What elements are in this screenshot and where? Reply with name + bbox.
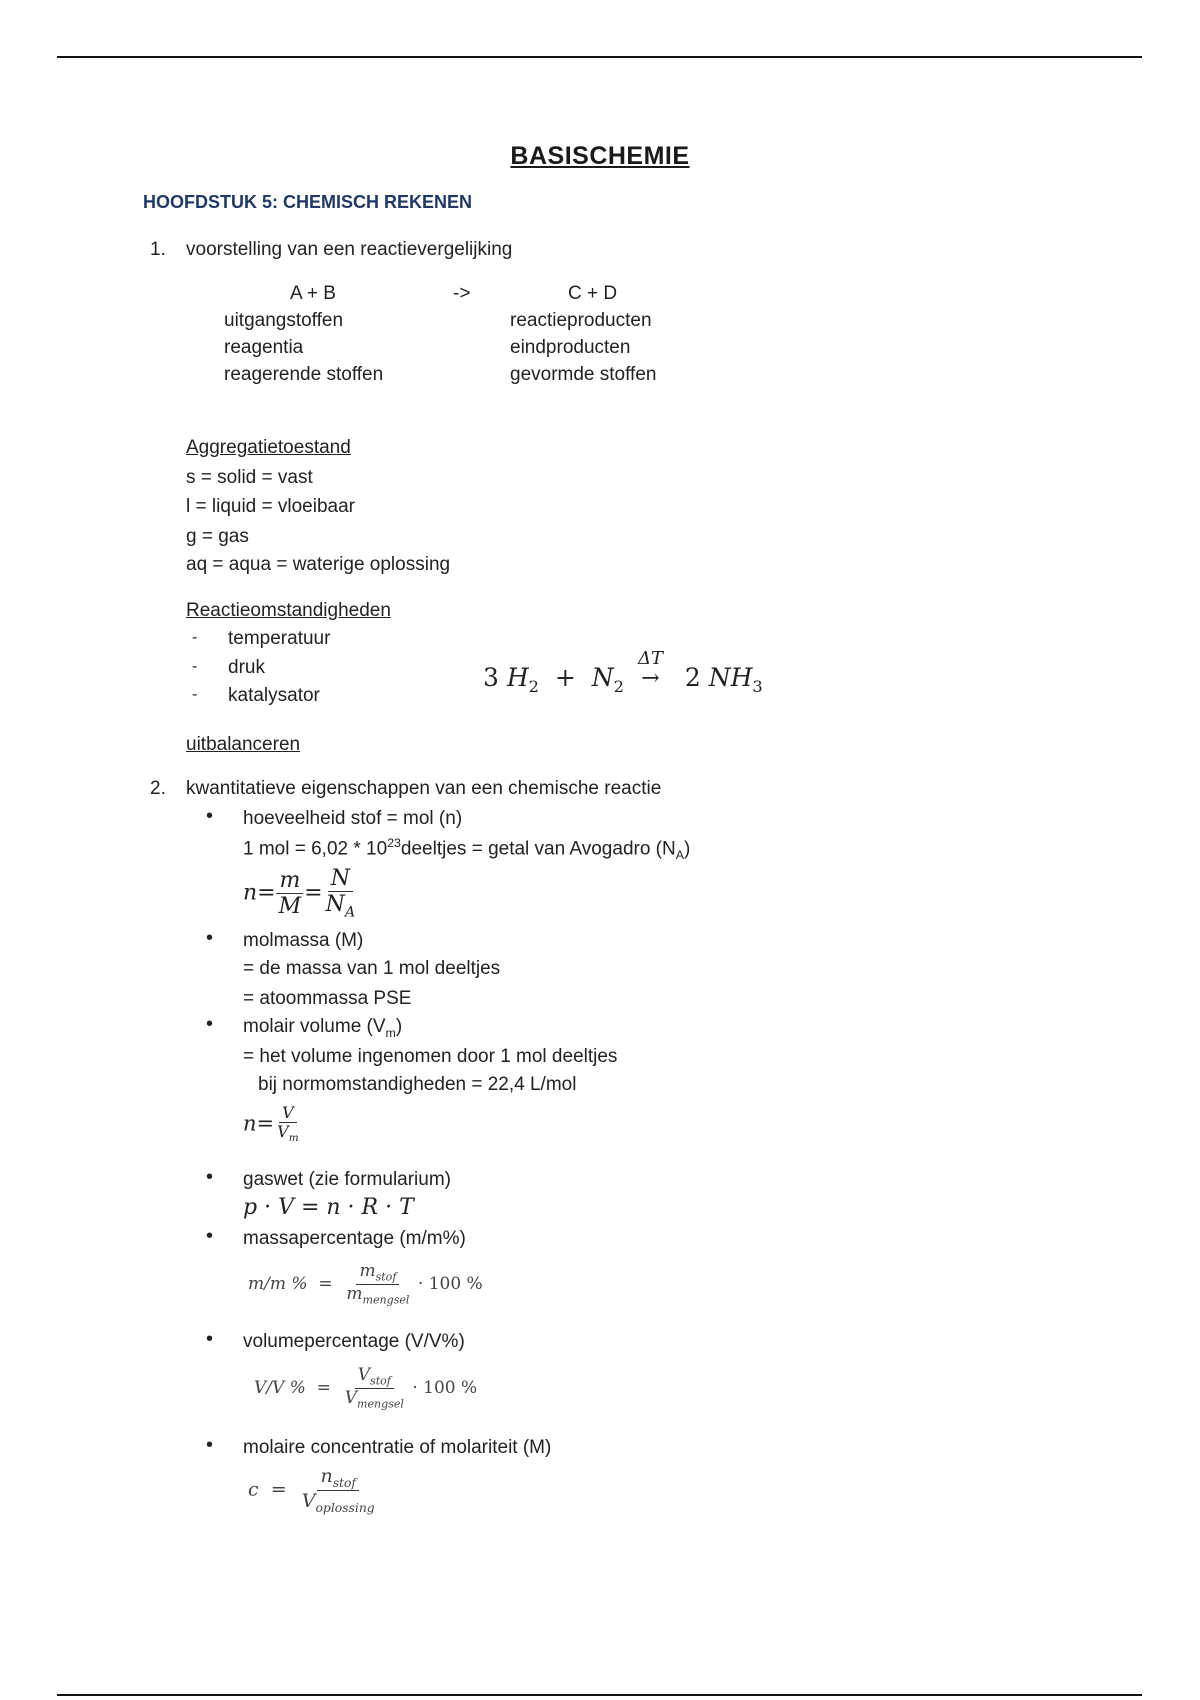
molarity-lhs: c [248,1478,259,1501]
mv-formula-lhs: n [243,1111,257,1136]
avogadro-text-c: ) [683,838,691,860]
bullet: • [206,1225,214,1247]
condition-dash: - [192,658,198,675]
gas-law-label: gaswet (zie formularium) [243,1169,451,1190]
condition-item: katalysator [228,685,320,706]
condition-item: temperatuur [228,628,331,649]
left-term: reagentia [224,337,304,358]
mol-formula-eq-2: = [304,880,323,906]
mp-lhs: m/m % [248,1274,308,1295]
bullet: • [206,805,214,827]
eq-sub-3: 3 [752,677,763,696]
condition-dash: - [192,686,198,703]
eq-coef-3: 2 [684,663,701,692]
eq-species-2: N [591,663,614,692]
eq-species-1: H [506,663,529,692]
page-title: BASISCHEMIE [510,142,690,170]
ammonia-reaction-equation [483,648,763,696]
aggregation-item: l = liquid = vloeibaar [186,496,355,517]
eq-sub-1: 2 [528,677,540,696]
mp-num: m [359,1261,376,1281]
condition-item: druk [228,657,265,678]
mass-percentage-label: massapercentage (m/m%) [243,1228,466,1249]
molar-volume-label-b: ) [395,1016,403,1037]
molar-volume-label-a: molair volume (V [243,1016,386,1037]
vp-lhs: V/V % [254,1378,306,1399]
bottom-rule [57,1694,1142,1696]
condition-dash: - [192,629,198,646]
mol-formula-den-sub: A [344,904,356,921]
molar-mass-label: molmassa (M) [243,930,364,951]
gas-law-formula: p · V = n · R · T [243,1195,414,1220]
mp-rhs: · 100 % [417,1274,483,1295]
eq-coef-1: 3 [483,663,499,692]
right-term: eindproducten [510,337,631,358]
mp-eq: = [318,1274,333,1295]
aggregation-heading: Aggregatietoestand [186,437,351,458]
molarity-num-sub: stof [332,1475,356,1490]
molarity-formula [248,1466,378,1515]
mp-num-sub: stof [375,1270,397,1284]
section-1-heading: voorstelling van een reactievergelijking [186,239,513,260]
avogadro-text-b: deeltjes = getal van Avogadro (N [400,838,676,860]
bullet: • [206,927,214,949]
molarity-eq: = [270,1478,287,1501]
mol-formula-eq: = [257,880,276,906]
mv-formula-den-sub: m [288,1132,299,1145]
molarity-den: V [301,1489,316,1512]
vp-num: V [357,1365,371,1385]
mv-formula-den: V [277,1122,289,1142]
conditions-heading: Reactieomstandigheden [186,600,391,621]
balancing-heading: uitbalanceren [186,734,301,755]
vp-rhs: · 100 % [412,1378,478,1399]
aggregation-item: g = gas [186,526,249,547]
eq-arrow-label: ΔT [637,648,663,669]
section-1-number: 1. [150,239,166,260]
mv-formula-eq: = [256,1111,275,1136]
left-term: reagerende stoffen [224,364,384,385]
mp-den: m [346,1284,363,1305]
amount-label: hoeveelheid stof = mol (n) [243,808,463,829]
molar-mass-line: = atoommassa PSE [243,988,412,1009]
bullet: • [206,1166,214,1188]
molarity-label: molaire concentratie of molariteit (M) [243,1437,552,1458]
aggregation-item: s = solid = vast [186,467,313,488]
bullet: • [206,1013,214,1035]
section-2-heading: kwantitatieve eigenschappen van een chemische reactie [186,778,662,799]
eq-arrow: → [641,666,660,691]
molarity-den-sub: oplossing [315,1500,375,1515]
section-2-number: 2. [150,778,166,799]
mv-formula-num: V [279,1104,297,1123]
bullet: • [206,1328,214,1350]
right-term: reactieproducten [510,310,652,331]
molar-mass-line: = de massa van 1 mol deeltjes [243,958,501,979]
right-term: gevormde stoffen [510,364,657,385]
molar-volume-label-sub: m [385,1025,396,1040]
eq-sub-2: 2 [613,677,624,696]
chapter-heading: HOOFDSTUK 5: CHEMISCH REKENEN [143,192,473,212]
reaction-right-formula: C + D [568,283,618,304]
vp-eq: = [316,1378,331,1399]
mass-percentage-formula [248,1262,483,1307]
volume-percentage-label: volumepercentage (V/V%) [243,1331,465,1352]
molar-volume-line: = het volume ingenomen door 1 mol deeltjes [243,1046,618,1067]
reaction-arrow-text: -> [453,283,471,304]
avogadro-text-a: 1 mol = 6,02 * 10 [243,838,388,860]
aggregation-item: aq = aqua = waterige oplossing [186,554,451,575]
eq-plus: + [554,663,576,692]
eq-species-3: NH [708,663,753,692]
vp-den: V [344,1388,357,1409]
avogadro-exponent: 23 [387,836,401,850]
volume-percentage-formula [254,1366,477,1411]
vp-num-sub: stof [370,1374,391,1388]
reaction-left-formula: A + B [290,283,336,304]
mol-formula-num-1: m [276,868,303,894]
vp-den-sub: mengsel [357,1397,404,1411]
avogadro-line [243,836,690,862]
mol-formula-den-1: M [278,894,302,920]
top-rule [57,56,1142,58]
mol-formula-lhs: n [243,880,258,906]
mol-formula-den-2: N [325,892,345,918]
molar-volume-label [243,1016,402,1040]
avogadro-subscript: A [675,848,684,863]
mp-den-sub: mengsel [362,1293,410,1307]
molar-volume-line: bij normomstandigheden = 22,4 L/mol [258,1074,577,1095]
mol-formula [243,866,358,921]
mol-formula-num-2: N [328,866,353,892]
left-term: uitgangstoffen [224,310,344,331]
molar-volume-formula [243,1104,302,1146]
molarity-num: n [320,1465,333,1487]
bullet: • [206,1434,214,1456]
